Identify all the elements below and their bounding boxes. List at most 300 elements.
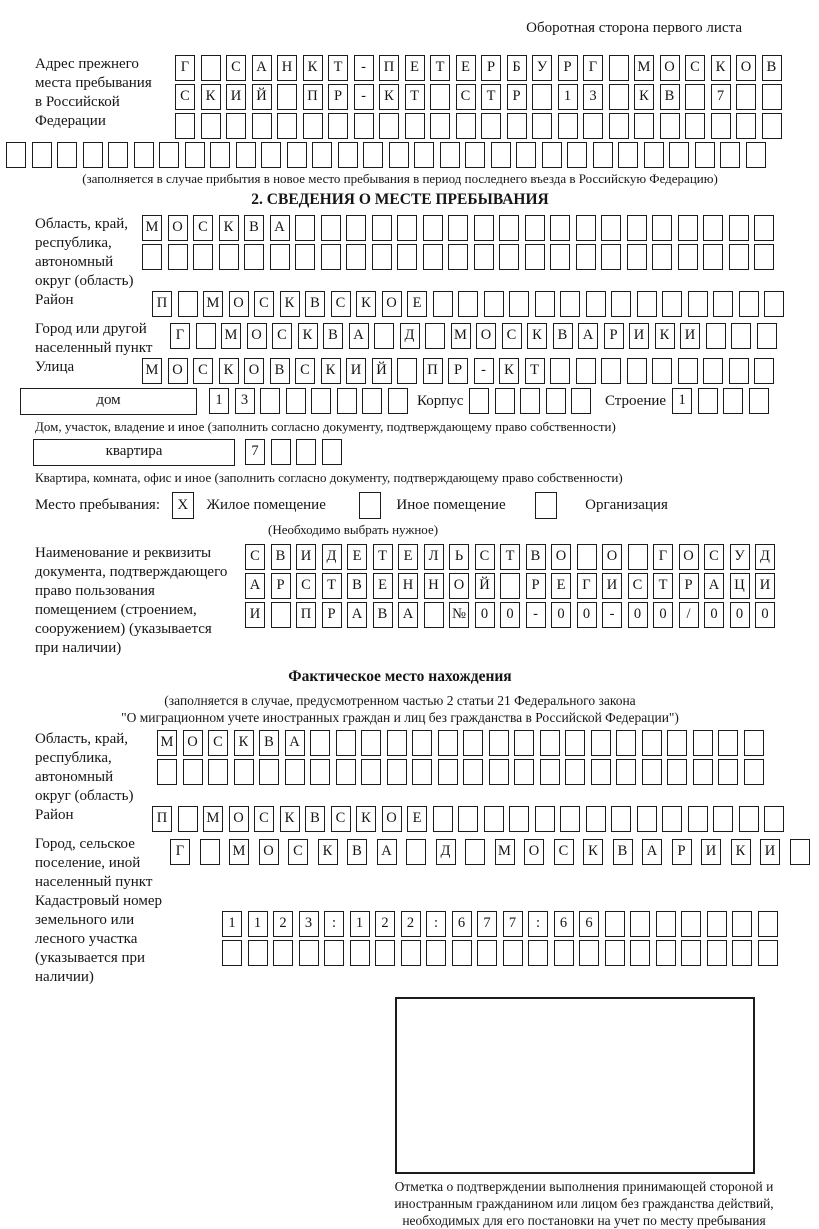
char-cell[interactable] [208, 759, 228, 785]
char-cell[interactable] [627, 358, 647, 384]
char-cell[interactable] [32, 142, 52, 168]
char-cell[interactable]: - [354, 84, 374, 110]
char-cell[interactable] [678, 358, 698, 384]
char-cell[interactable] [463, 759, 483, 785]
char-cell[interactable] [707, 911, 727, 937]
char-cell[interactable] [310, 730, 330, 756]
char-cell[interactable] [739, 291, 759, 317]
char-cell[interactable] [433, 291, 453, 317]
char-cell[interactable] [346, 244, 366, 270]
organization-checkbox[interactable] [535, 492, 557, 519]
char-cell[interactable]: Й [475, 573, 495, 599]
char-cell[interactable]: О [244, 358, 264, 384]
char-cell[interactable] [361, 759, 381, 785]
char-cell[interactable] [200, 839, 220, 865]
char-cell[interactable] [448, 215, 468, 241]
char-cell[interactable]: Р [679, 573, 699, 599]
char-cell[interactable] [565, 759, 585, 785]
char-cell[interactable] [168, 244, 188, 270]
char-cell[interactable]: П [296, 602, 316, 628]
char-cell[interactable]: Е [456, 55, 476, 81]
char-cell[interactable] [175, 113, 195, 139]
char-cell[interactable]: Й [372, 358, 392, 384]
char-cell[interactable] [509, 806, 529, 832]
char-cell[interactable] [754, 358, 774, 384]
char-cell[interactable] [660, 113, 680, 139]
char-cell[interactable]: К [499, 358, 519, 384]
char-cell[interactable] [474, 244, 494, 270]
char-cell[interactable]: О [449, 573, 469, 599]
char-cell[interactable]: В [347, 839, 367, 865]
char-cell[interactable]: К [234, 730, 254, 756]
char-cell[interactable] [723, 388, 743, 414]
char-cell[interactable]: О [736, 55, 756, 81]
char-cell[interactable] [642, 730, 662, 756]
char-cell[interactable] [758, 940, 778, 966]
char-cell[interactable] [219, 244, 239, 270]
char-cell[interactable]: 7 [245, 439, 265, 465]
char-cell[interactable]: К [280, 291, 300, 317]
char-cell[interactable]: И [760, 839, 780, 865]
char-cell[interactable]: Л [424, 544, 444, 570]
char-cell[interactable]: О [168, 215, 188, 241]
char-cell[interactable] [157, 759, 177, 785]
char-cell[interactable] [423, 215, 443, 241]
char-cell[interactable] [178, 291, 198, 317]
char-cell[interactable]: О [259, 839, 279, 865]
char-cell[interactable] [571, 388, 591, 414]
char-cell[interactable]: Т [653, 573, 673, 599]
char-cell[interactable] [458, 806, 478, 832]
char-cell[interactable]: В [271, 544, 291, 570]
char-cell[interactable]: 7 [477, 911, 497, 937]
char-cell[interactable]: : [324, 911, 344, 937]
char-cell[interactable]: Ь [449, 544, 469, 570]
char-cell[interactable]: И [346, 358, 366, 384]
char-cell[interactable] [222, 940, 242, 966]
char-cell[interactable] [718, 759, 738, 785]
char-cell[interactable]: Б [507, 55, 527, 81]
char-cell[interactable]: С [331, 291, 351, 317]
char-cell[interactable]: Р [481, 55, 501, 81]
char-cell[interactable] [729, 215, 749, 241]
char-cell[interactable] [423, 244, 443, 270]
char-cell[interactable]: С [226, 55, 246, 81]
char-cell[interactable] [744, 730, 764, 756]
char-cell[interactable]: 6 [452, 911, 472, 937]
char-cell[interactable]: - [474, 358, 494, 384]
char-cell[interactable] [310, 759, 330, 785]
char-cell[interactable] [484, 806, 504, 832]
char-cell[interactable]: А [349, 323, 369, 349]
char-cell[interactable] [516, 142, 536, 168]
char-cell[interactable] [685, 113, 705, 139]
char-cell[interactable] [108, 142, 128, 168]
char-cell[interactable] [277, 113, 297, 139]
char-cell[interactable] [303, 113, 323, 139]
char-cell[interactable] [609, 55, 629, 81]
char-cell[interactable]: Е [551, 573, 571, 599]
char-cell[interactable] [535, 291, 555, 317]
char-cell[interactable] [406, 839, 426, 865]
char-cell[interactable] [375, 940, 395, 966]
char-cell[interactable] [469, 388, 489, 414]
char-cell[interactable]: 1 [222, 911, 242, 937]
char-cell[interactable] [586, 806, 606, 832]
char-cell[interactable] [528, 940, 548, 966]
char-cell[interactable] [790, 839, 810, 865]
char-cell[interactable] [662, 291, 682, 317]
char-cell[interactable]: : [528, 911, 548, 937]
char-cell[interactable]: С [208, 730, 228, 756]
char-cell[interactable]: 6 [579, 911, 599, 937]
char-cell[interactable] [560, 806, 580, 832]
char-cell[interactable]: М [157, 730, 177, 756]
char-cell[interactable]: Д [400, 323, 420, 349]
char-cell[interactable]: Т [481, 84, 501, 110]
char-cell[interactable]: Н [424, 573, 444, 599]
char-cell[interactable]: О [660, 55, 680, 81]
char-cell[interactable] [363, 142, 383, 168]
char-cell[interactable] [405, 113, 425, 139]
char-cell[interactable] [57, 142, 77, 168]
char-cell[interactable]: 0 [500, 602, 520, 628]
char-cell[interactable]: П [303, 84, 323, 110]
char-cell[interactable]: В [305, 806, 325, 832]
char-cell[interactable] [397, 358, 417, 384]
char-cell[interactable] [484, 291, 504, 317]
char-cell[interactable] [285, 759, 305, 785]
char-cell[interactable] [321, 244, 341, 270]
char-cell[interactable]: С [288, 839, 308, 865]
char-cell[interactable] [389, 142, 409, 168]
char-cell[interactable]: Н [398, 573, 418, 599]
char-cell[interactable]: И [296, 544, 316, 570]
char-cell[interactable] [678, 215, 698, 241]
char-cell[interactable]: Р [322, 602, 342, 628]
char-cell[interactable]: А [347, 602, 367, 628]
char-cell[interactable] [630, 940, 650, 966]
char-cell[interactable] [178, 806, 198, 832]
char-cell[interactable] [762, 113, 782, 139]
char-cell[interactable] [669, 142, 689, 168]
char-cell[interactable]: Е [407, 291, 427, 317]
char-cell[interactable]: К [303, 55, 323, 81]
char-cell[interactable] [652, 215, 672, 241]
char-cell[interactable]: Т [405, 84, 425, 110]
char-cell[interactable] [593, 142, 613, 168]
char-cell[interactable]: - [602, 602, 622, 628]
char-cell[interactable] [201, 113, 221, 139]
char-cell[interactable] [762, 84, 782, 110]
char-cell[interactable]: В [762, 55, 782, 81]
char-cell[interactable] [685, 84, 705, 110]
char-cell[interactable] [576, 358, 596, 384]
char-cell[interactable]: А [377, 839, 397, 865]
char-cell[interactable] [754, 215, 774, 241]
char-cell[interactable] [713, 806, 733, 832]
char-cell[interactable]: Г [583, 55, 603, 81]
char-cell[interactable] [514, 730, 534, 756]
char-cell[interactable] [458, 291, 478, 317]
char-cell[interactable] [586, 291, 606, 317]
char-cell[interactable] [616, 730, 636, 756]
char-cell[interactable] [321, 215, 341, 241]
char-cell[interactable]: И [602, 573, 622, 599]
char-cell[interactable]: Р [507, 84, 527, 110]
char-cell[interactable] [577, 544, 597, 570]
char-cell[interactable] [758, 911, 778, 937]
char-cell[interactable]: С [456, 84, 476, 110]
char-cell[interactable]: К [201, 84, 221, 110]
char-cell[interactable] [438, 759, 458, 785]
char-cell[interactable]: С [704, 544, 724, 570]
char-cell[interactable] [430, 113, 450, 139]
char-cell[interactable]: Н [277, 55, 297, 81]
char-cell[interactable]: К [583, 839, 603, 865]
char-cell[interactable] [336, 730, 356, 756]
char-cell[interactable] [388, 388, 408, 414]
char-cell[interactable] [637, 806, 657, 832]
char-cell[interactable] [387, 730, 407, 756]
char-cell[interactable]: И [680, 323, 700, 349]
char-cell[interactable] [183, 759, 203, 785]
char-cell[interactable] [713, 291, 733, 317]
char-cell[interactable]: Е [407, 806, 427, 832]
char-cell[interactable]: О [382, 806, 402, 832]
char-cell[interactable] [744, 759, 764, 785]
char-cell[interactable]: М [221, 323, 241, 349]
char-cell[interactable] [601, 358, 621, 384]
char-cell[interactable] [201, 55, 221, 81]
char-cell[interactable]: Р [672, 839, 692, 865]
char-cell[interactable]: Р [526, 573, 546, 599]
char-cell[interactable]: И [755, 573, 775, 599]
char-cell[interactable] [346, 215, 366, 241]
char-cell[interactable]: Ц [730, 573, 750, 599]
char-cell[interactable] [729, 244, 749, 270]
char-cell[interactable]: 1 [350, 911, 370, 937]
char-cell[interactable]: М [229, 839, 249, 865]
char-cell[interactable]: 0 [730, 602, 750, 628]
char-cell[interactable]: С [475, 544, 495, 570]
char-cell[interactable] [652, 358, 672, 384]
char-cell[interactable]: К [356, 806, 376, 832]
char-cell[interactable] [414, 142, 434, 168]
char-cell[interactable] [736, 84, 756, 110]
char-cell[interactable]: П [152, 291, 172, 317]
char-cell[interactable] [560, 291, 580, 317]
char-cell[interactable] [463, 730, 483, 756]
char-cell[interactable]: С [175, 84, 195, 110]
char-cell[interactable]: К [219, 358, 239, 384]
char-cell[interactable] [703, 358, 723, 384]
char-cell[interactable]: В [347, 573, 367, 599]
char-cell[interactable]: Т [328, 55, 348, 81]
char-cell[interactable]: В [613, 839, 633, 865]
char-cell[interactable]: К [356, 291, 376, 317]
char-cell[interactable]: А [642, 839, 662, 865]
char-cell[interactable] [546, 388, 566, 414]
char-cell[interactable]: О [382, 291, 402, 317]
char-cell[interactable]: С [331, 806, 351, 832]
char-cell[interactable] [503, 940, 523, 966]
char-cell[interactable] [746, 142, 766, 168]
char-cell[interactable] [532, 84, 552, 110]
char-cell[interactable]: И [629, 323, 649, 349]
char-cell[interactable] [601, 244, 621, 270]
char-cell[interactable]: Е [373, 573, 393, 599]
char-cell[interactable]: Р [448, 358, 468, 384]
char-cell[interactable] [736, 113, 756, 139]
char-cell[interactable]: Т [500, 544, 520, 570]
char-cell[interactable] [477, 940, 497, 966]
char-cell[interactable] [681, 940, 701, 966]
char-cell[interactable] [6, 142, 26, 168]
char-cell[interactable]: С [295, 358, 315, 384]
char-cell[interactable]: К [219, 215, 239, 241]
char-cell[interactable]: У [730, 544, 750, 570]
char-cell[interactable]: 1 [209, 388, 229, 414]
char-cell[interactable] [236, 142, 256, 168]
char-cell[interactable]: К [318, 839, 338, 865]
char-cell[interactable] [210, 142, 230, 168]
char-cell[interactable] [271, 439, 291, 465]
char-cell[interactable] [688, 806, 708, 832]
char-cell[interactable]: П [423, 358, 443, 384]
char-cell[interactable]: М [142, 215, 162, 241]
char-cell[interactable]: 3 [235, 388, 255, 414]
char-cell[interactable] [412, 730, 432, 756]
char-cell[interactable]: 1 [672, 388, 692, 414]
char-cell[interactable]: 2 [273, 911, 293, 937]
char-cell[interactable] [731, 323, 751, 349]
char-cell[interactable] [499, 244, 519, 270]
char-cell[interactable] [618, 142, 638, 168]
char-cell[interactable] [693, 730, 713, 756]
char-cell[interactable]: К [634, 84, 654, 110]
char-cell[interactable] [579, 940, 599, 966]
char-cell[interactable] [706, 323, 726, 349]
char-cell[interactable]: Й [252, 84, 272, 110]
char-cell[interactable] [134, 142, 154, 168]
char-cell[interactable]: Р [271, 573, 291, 599]
char-cell[interactable] [576, 215, 596, 241]
char-cell[interactable] [260, 388, 280, 414]
char-cell[interactable] [296, 439, 316, 465]
char-cell[interactable]: № [449, 602, 469, 628]
char-cell[interactable] [277, 84, 297, 110]
char-cell[interactable] [440, 142, 460, 168]
char-cell[interactable]: В [305, 291, 325, 317]
char-cell[interactable]: С [628, 573, 648, 599]
char-cell[interactable]: 0 [704, 602, 724, 628]
char-cell[interactable]: М [451, 323, 471, 349]
char-cell[interactable] [456, 113, 476, 139]
char-cell[interactable] [312, 142, 332, 168]
char-cell[interactable] [374, 323, 394, 349]
char-cell[interactable] [749, 388, 769, 414]
char-cell[interactable]: 0 [628, 602, 648, 628]
char-cell[interactable]: К [527, 323, 547, 349]
char-cell[interactable] [509, 291, 529, 317]
char-cell[interactable]: И [701, 839, 721, 865]
char-cell[interactable] [438, 730, 458, 756]
char-cell[interactable] [295, 244, 315, 270]
char-cell[interactable]: 2 [375, 911, 395, 937]
char-cell[interactable]: С [193, 358, 213, 384]
char-cell[interactable] [424, 602, 444, 628]
char-cell[interactable]: С [254, 806, 274, 832]
char-cell[interactable]: А [270, 215, 290, 241]
char-cell[interactable]: О [551, 544, 571, 570]
char-cell[interactable]: - [526, 602, 546, 628]
char-cell[interactable] [379, 113, 399, 139]
char-cell[interactable]: С [685, 55, 705, 81]
char-cell[interactable] [591, 759, 611, 785]
char-cell[interactable] [567, 142, 587, 168]
char-cell[interactable]: Г [170, 839, 190, 865]
char-cell[interactable] [681, 911, 701, 937]
char-cell[interactable] [720, 142, 740, 168]
char-cell[interactable] [732, 911, 752, 937]
char-cell[interactable]: Т [430, 55, 450, 81]
char-cell[interactable]: 0 [551, 602, 571, 628]
char-cell[interactable] [662, 806, 682, 832]
char-cell[interactable] [576, 244, 596, 270]
char-cell[interactable] [259, 759, 279, 785]
char-cell[interactable]: 0 [475, 602, 495, 628]
char-cell[interactable]: В [526, 544, 546, 570]
char-cell[interactable]: М [203, 806, 223, 832]
char-cell[interactable] [142, 244, 162, 270]
char-cell[interactable] [244, 244, 264, 270]
char-cell[interactable]: Т [525, 358, 545, 384]
char-cell[interactable] [718, 730, 738, 756]
char-cell[interactable]: О [679, 544, 699, 570]
char-cell[interactable] [299, 940, 319, 966]
char-cell[interactable] [322, 439, 342, 465]
char-cell[interactable] [764, 806, 784, 832]
house-box[interactable]: дом [20, 388, 197, 415]
char-cell[interactable]: У [532, 55, 552, 81]
char-cell[interactable] [465, 142, 485, 168]
char-cell[interactable]: : [426, 911, 446, 937]
char-cell[interactable]: А [285, 730, 305, 756]
char-cell[interactable]: О [602, 544, 622, 570]
char-cell[interactable] [412, 759, 432, 785]
char-cell[interactable]: В [270, 358, 290, 384]
char-cell[interactable] [542, 142, 562, 168]
char-cell[interactable] [525, 244, 545, 270]
char-cell[interactable] [397, 244, 417, 270]
char-cell[interactable] [644, 142, 664, 168]
char-cell[interactable] [362, 388, 382, 414]
char-cell[interactable] [354, 113, 374, 139]
char-cell[interactable] [338, 142, 358, 168]
char-cell[interactable] [287, 142, 307, 168]
char-cell[interactable] [634, 113, 654, 139]
char-cell[interactable]: Т [322, 573, 342, 599]
char-cell[interactable]: В [373, 602, 393, 628]
char-cell[interactable]: 0 [653, 602, 673, 628]
char-cell[interactable] [630, 911, 650, 937]
char-cell[interactable] [448, 244, 468, 270]
char-cell[interactable]: Е [405, 55, 425, 81]
char-cell[interactable] [489, 730, 509, 756]
char-cell[interactable]: А [252, 55, 272, 81]
char-cell[interactable]: О [229, 806, 249, 832]
